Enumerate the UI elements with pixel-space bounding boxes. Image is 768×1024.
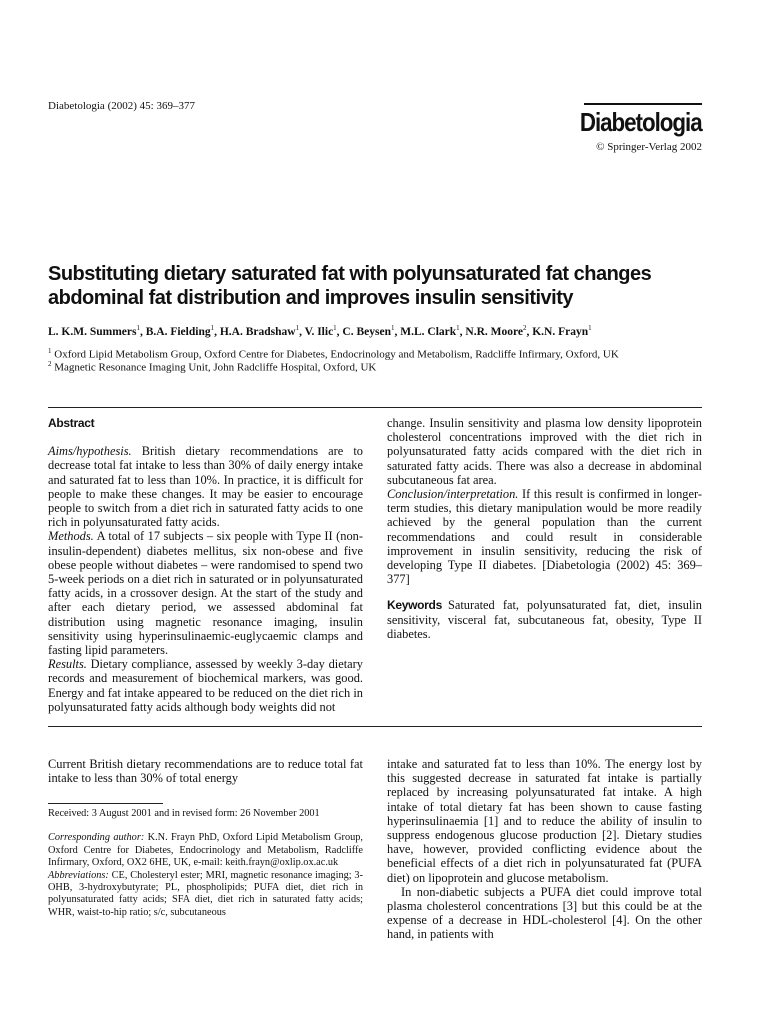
body-left-column (48, 757, 363, 785)
author: N.R. Moore$^2$, (465, 324, 533, 338)
abstract-heading: Abstract (48, 416, 95, 430)
section-divider (48, 407, 702, 408)
corresponding-author: Corresponding author: K.N. Frayn PhD, Oxford Lipid Metabolism Group, Oxford Centre for Diabetes, Endocrinology and Metabolism, Radcliffe Infirmary, Oxford, OX2 6HE, UK, e-mail: keith.frayn@oxlip.ox.ac.uk (48, 832, 364, 869)
journal-masthead (560, 103, 702, 153)
abstract-results-continued: change. Insulin sensitivity and plasma low density lipoprotein cholesterol concentrations improved with the diet rich in polyunsaturated fatty acids compared with the diet rich in saturated fatty acids. There was also a decrease in abdominal subcutaneous fat area. (387, 416, 702, 487)
author: L. K.M. Summers$^1$, (48, 324, 146, 338)
author: H.A. Bradshaw$^1$, (219, 324, 305, 338)
author: C. Beysen$^1$, (342, 324, 401, 338)
article-title: Substituting dietary saturated fat with polyunsaturated fat changes abdominal fat distribution and improves insulin sensitivity (48, 263, 652, 309)
keywords: Keywords Saturated fat, polyunsaturated fat, diet, insulin sensitivity, visceral fat, subcutaneous fat, obesity, Type II diabetes. (387, 598, 702, 641)
footnote-rule (48, 803, 163, 804)
body-paragraph: intake and saturated fat to less than 10%. The energy lost by this suggested decrease in saturated fat intake is partially replaced by increasing polyunsaturated fat intake. A high intake of total dietary fat has been shown to cause fasting hyperinsulinaemia [1] and to reduce the ability of insulin to suppress endogenous glucose production [2]. Dietary studies have, however, provided conflicting evidence about the beneficial effects of a diet rich in polyunsaturated fat (PUFA diet) on lipoprotein and glucose metabolism. (387, 757, 702, 885)
abstract-left-column (48, 416, 363, 714)
affiliation: $^2$ Magnetic Resonance Imaging Unit, John Radcliffe Hospital, Oxford, UK (48, 360, 377, 374)
affiliation: $^1$ Oxford Lipid Metabolism Group, Oxford Centre for Diabetes, Endocrinology and Metabolism, Radcliffe Infirmary, Oxford, UK (48, 347, 619, 361)
abstract-aims: Aims/hypothesis. British dietary recommendations are to decrease total fat intake to less than 30% of daily energy intake and saturated fat to less than 10%. In practice, it is difficult for people to make these changes. It may be easier to encourage people to switch from a diet rich in saturated fatty acids to one rich in polyunsaturated fatty acids. (48, 444, 363, 530)
abstract-right-column (387, 416, 702, 641)
body-paragraph: Current British dietary recommendations are to reduce total fat intake to less than 30% of total energy (48, 757, 363, 786)
journal-citation: Diabetologia (2002) 45: 369–377 (48, 100, 195, 112)
masthead-rule (584, 103, 702, 105)
abbreviations: Abbreviations: CE, Cholesteryl ester; MRI, magnetic resonance imaging; 3-OHB, 3-hydroxybutyrate; PL, phospholipids; PUFA diet, diet rich in polyunsaturated fatty acids; SFA diet, diet rich in saturated fatty acids; WHR, waist-to-hip ratio; s/c, subcutaneous (48, 869, 363, 918)
body-paragraph: In non-diabetic subjects a PUFA diet could improve total plasma cholesterol concentrations [3] but this could be at the expense of a decrease in HDL-cholesterol [4]. On the other hand, in patients with (387, 884, 702, 942)
abstract-conclusion: Conclusion/interpretation. If this result is confirmed in longer-term studies, this dietary manipulation would be more readily achieved by the general population than the current recommendations and could result in considerable improvement in insulin sensitivity, reducing the risk of developing Type II diabetes. [Diabetologia (2002) 45: 369–377] (387, 487, 702, 587)
author: B.A. Fielding$^1$, (145, 324, 220, 338)
author: K.N. Frayn$^1$ (532, 324, 592, 338)
section-divider (48, 726, 702, 727)
footnotes (48, 808, 363, 919)
copyright-notice: © Springer-Verlag 2002 (596, 141, 702, 153)
author-list (48, 324, 592, 338)
journal-logo: Diabetologia (580, 107, 702, 137)
abstract-results: Results. Dietary compliance, assessed by weekly 3-day dietary records and measurement of biochemical markers, was good. Energy and fat intake appeared to be reduced on the diet rich in polyunsaturated fatty acids although body weights did not (48, 657, 363, 714)
body-right-column (387, 757, 702, 942)
received-date: Received: 3 August 2001 and in revised form: 26 November 2001 (48, 808, 320, 819)
author: M.L. Clark$^1$, (400, 324, 466, 338)
author: V. Ilic$^1$, (304, 324, 343, 338)
abstract-methods: Methods. A total of 17 subjects – six people with Type II (non-insulin-dependent) diabetes mellitus, six non-obese and five obese people without diabetes – were randomised to spend two 5-week periods on a diet rich in saturated or in polyunsaturated fatty acids, in a crossover design. At the start of the study and after each dietary period, we assessed abdominal fat distribution using magnetic resonance imaging, insulin sensitivity using hyperinsulinaemic-euglycaemic clamps and fasting lipid parameters. (48, 529, 363, 658)
